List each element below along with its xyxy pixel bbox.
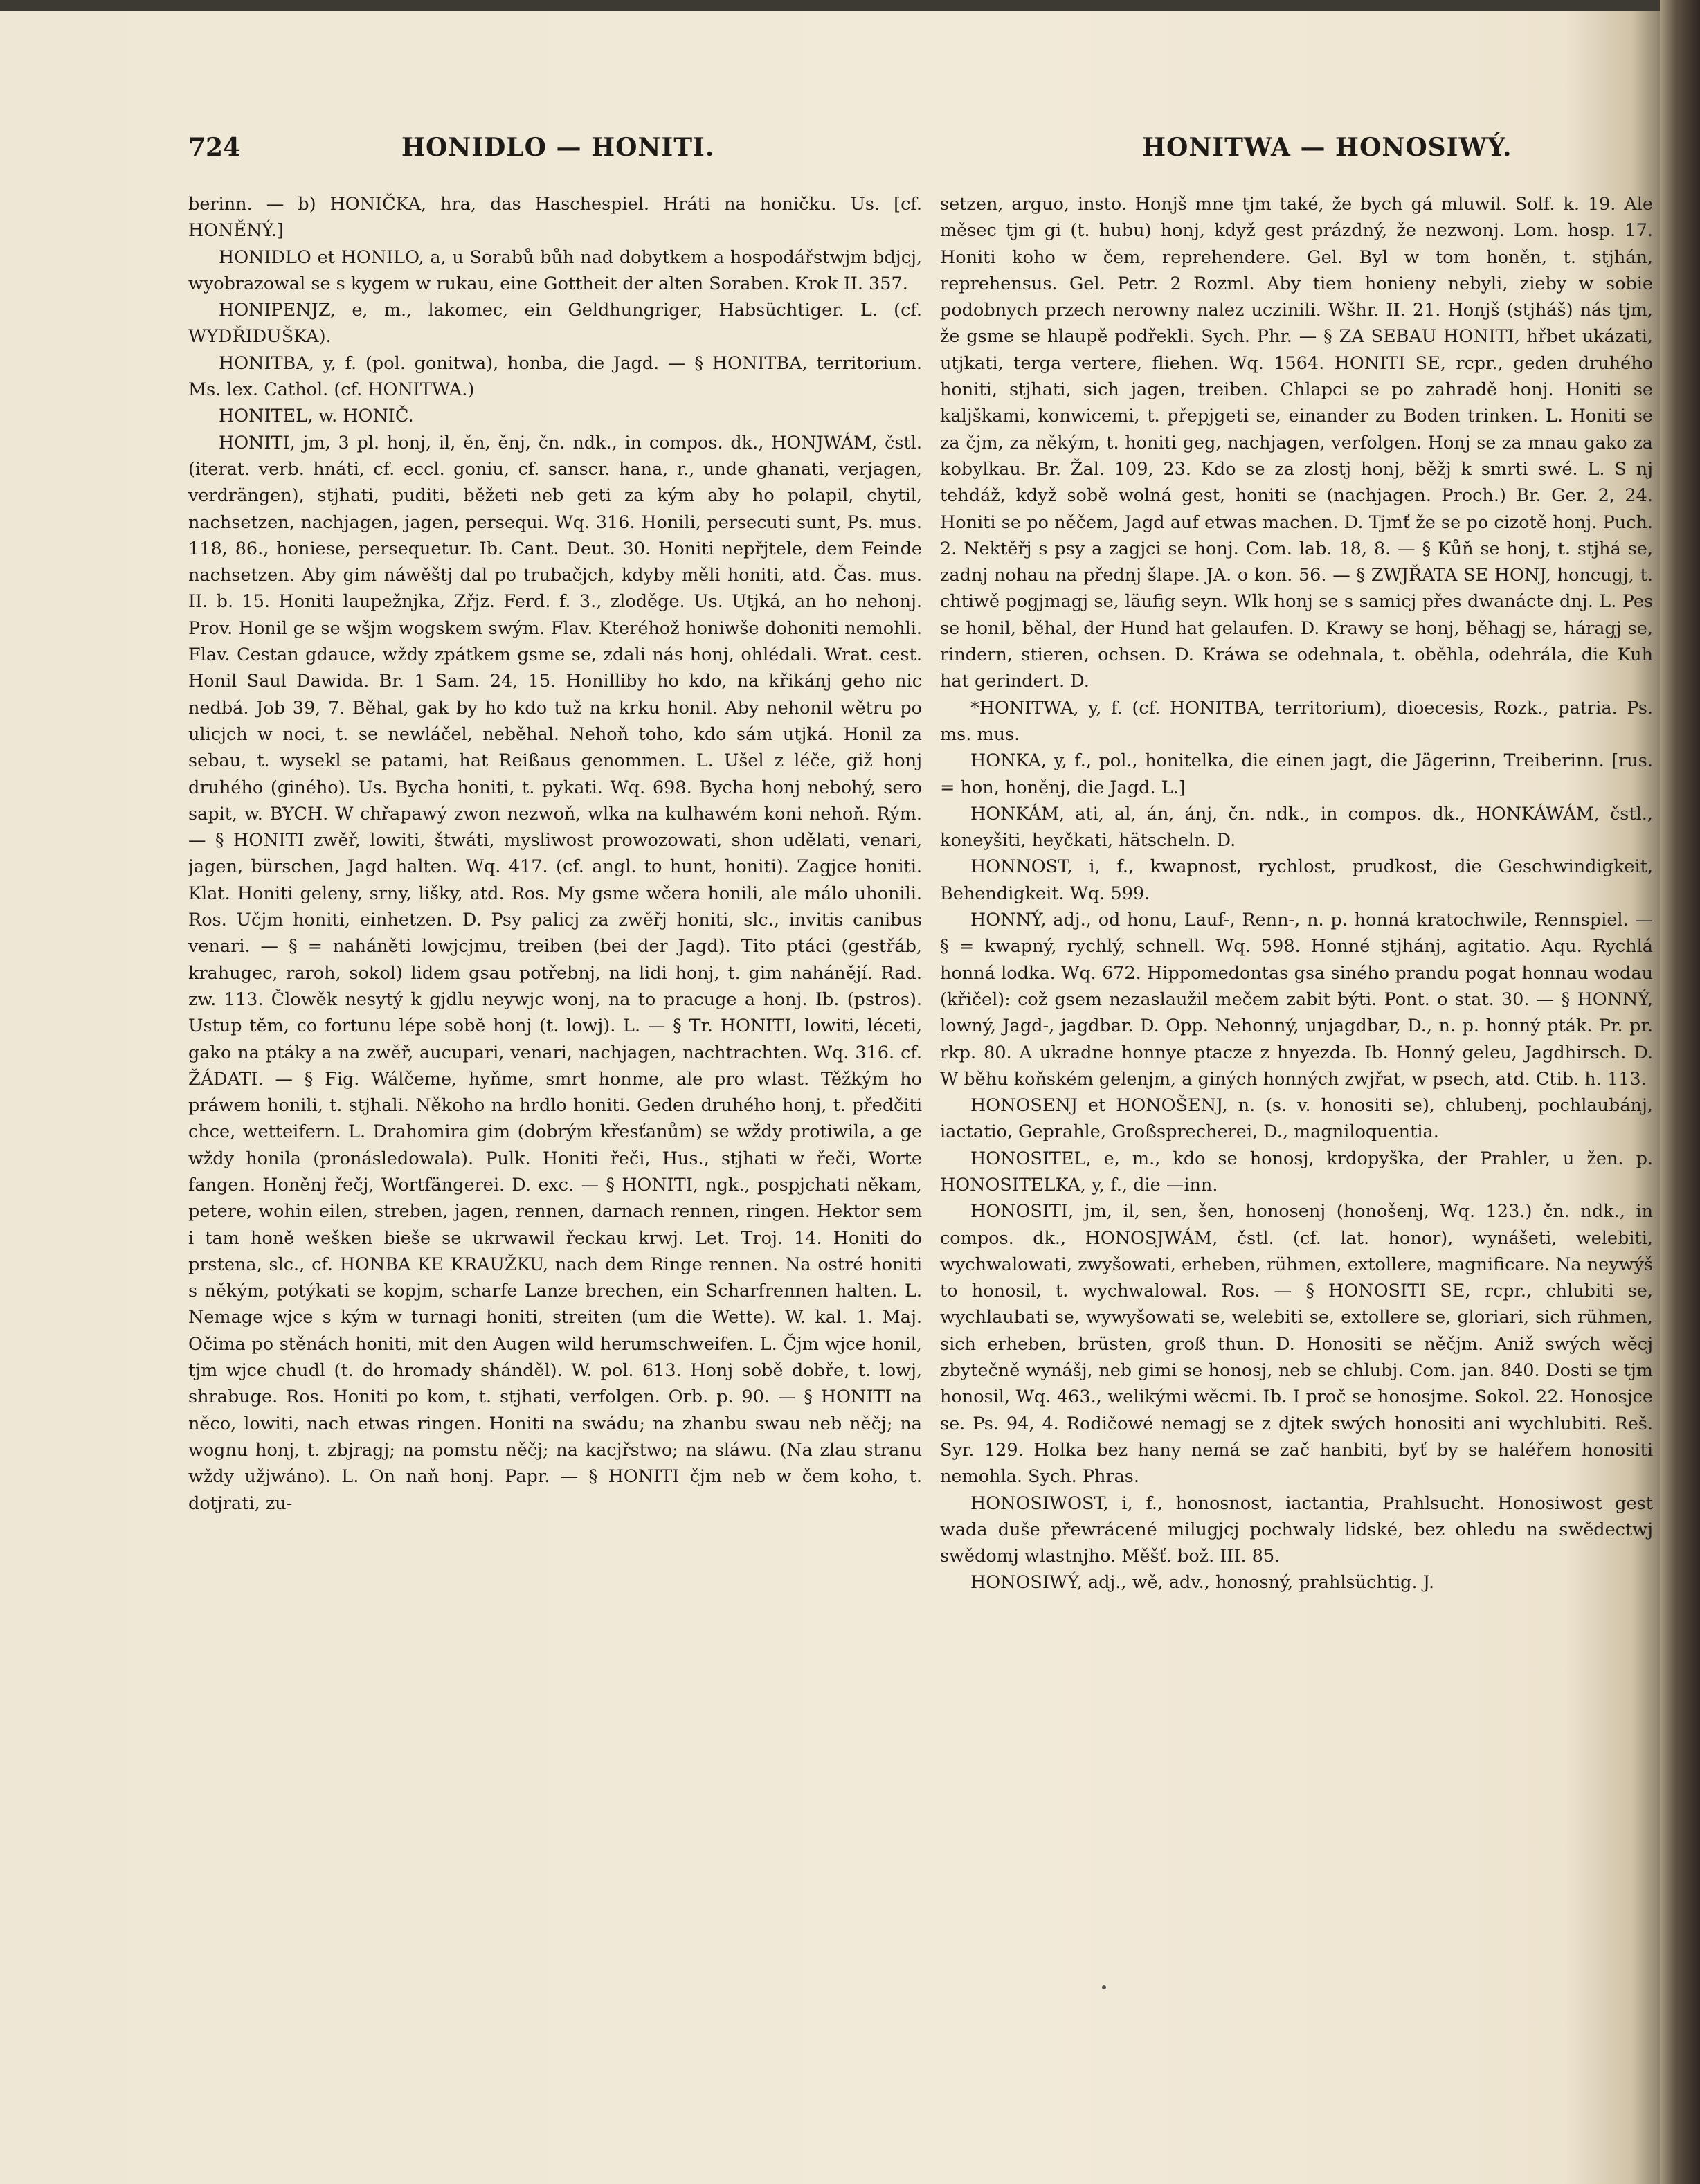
entry-honnost: HONNOST, i, f., kwapnost, rychlost, prudkost, die Geschwindigkeit, Behendigkeit. Wq. 599. [940,856,1653,904]
left-running-title: HONIDLO — HONITI. [401,133,715,162]
entry-honipenjz: HONIPENJZ, e, m., lakomec, ein Geldhungriger, Habsüchtiger. L. (cf. WYDŘIDUŠKA). [188,300,922,348]
ink-speck [1102,1985,1106,1989]
entry-honny: HONNÝ, adj., od honu, Lauf-, Renn-, n. p. honná kratochwile, Rennspiel. — § = kwapný, rychlý, schnell. Wq. 598. Honné stjhánj, agitatio. Aqu. Rychlá honná lodka. Wq. 672. Hippomedontas gsa siného prandu pogat honnau wodau (křičel): což gsem nezaslaužil mečem zabit býti. Pont. o stat. 30. — § HONNÝ, lowný, Jagd-, jagdbar. D. Opp. Nehonný, unjagdbar, D., n. p. honný pták. Pr. pr. rkp. 80. A ukradne honnye ptacze z hnyezda. Ib. Honný geleu, Jagdhirsch. D. W běhu koňském gelenjm, a giných honných zwjřat, w psech, atd. Ctib. h. 113. [940,910,1653,1090]
entry-honositi: HONOSITI, jm, il, sen, šen, honosenj (honošenj, Wq. 123.) čn. ndk., in compos. dk., HONOSJWÁM, čstl. (cf. lat. honor), wynášeti, welebiti, wychwalowati, zwyšowati, erheben, rühmen, extollere, magnificare. Na neywýš to honosil, t. wychwalowal. Ros. — § HONOSITI SE, rcpr., chlubiti se, wychlaubati se, wywyšowati se, welebiti se, extollere se, gloriari, sich rühmen, sich erheben, brüsten, groß thun. D. Honositi se něčjm. Aniž swých wěcj zbytečně wynášj, neb gimi se honosj, neb se chlubj. Com. jan. 840. Dosti se tjm honosil, Wq. 463., welikými wěcmi. Ib. I proč se honosjme. Sokol. 22. Honosjce se. Ps. 94, 4. Rodičowé nemagj se z djtek swých honositi ani wychlubiti. Reš. Syr. 129. Holka bez hany nemá se zač hanbiti, byť by se haléřem honositi nemohla. Sych. Phras. [940,1201,1653,1488]
entry-honitel: HONITEL, w. HONIČ. [219,406,414,427]
entry-honka: HONKA, y, f., pol., honitelka, die einen jagt, die Jägerinn, Treiberinn. [rus. = hon, honěnj, die Jagd. L.] [940,750,1653,798]
left-column [188,191,922,2025]
entry-honosenj: HONOSENJ et HONOŠENJ, n. (s. v. honositi se), chlubenj, pochlaubánj, iactatio, Geprahle, Großsprecherei, D., magniloquentia. [940,1095,1653,1143]
entry-honitba: HONITBA, y, f. (pol. gonitwa), honba, die Jagd. — § HONITBA, territorium. Ms. lex. Cathol. (cf. HONITWA.) [188,352,922,401]
entry-honiti: HONITI, jm, 3 pl. honj, il, ěn, ěnj, čn. ndk., in compos. dk., HONJWÁM, čstl. (iterat. verb. hnáti, cf. eccl. goniu, cf. sanscr. hana, r., unde ghanati, verjagen, verdrängen), stjhati, puditi, běžeti neb geti za kým aby ho polapil, chytil, nachsetzen, nachjagen, jagen, persequi. Wq. 316. Honili, persecuti sunt, Ps. mus. 118, 86., honiese, persequetur. Ib. Cant. Deut. 30. Honiti nepřjtele, dem Feinde nachsetzen. Aby gim náwěštj dal po trubačjch, kdyby měli honiti, atd. Čas. mus. II. b. 15. Honiti laupežnjka, Zřjz. Ferd. f. 3., zloděge. Us. Utjká, an ho nehonj. Prov. Honil ge se wšjm wogskem swým. Flav. Kteréhož honiwše dohoniti nemohli. Flav. Cestan gdauce, wždy zpátkem gsme se, zdali nás honj, ohlédali. Wrat. cest. Honil Saul Dawida. Br. 1 Sam. 24, 15. Honilliby ho kdo, na křikánj geho nic nedbá. Job 39, 7. Běhal, gak by ho kdo tuž na krku honil. Aby nehonil wětru po ulicjch w noci, t. se newláčel, neběhal. Nehoň toho, kdo sám utjká. Honil za sebau, t. wysekl se patami, hat Reißaus genommen. L. Ušel z léče, giž honj druhého (giného). Us. Bycha honiti, t. pykati. Wq. 698. Bycha honj nebohý, sero sapit, w. BYCH. W chřapawý zwon nezwoň, wlka na kulhawém koni nehoň. Rým. — § HONITI zwěř, lowiti, štwáti, mysliwost prowozowati, shon udělati, venari, jagen, bürschen, Jagd halten. Wq. 417. (cf. angl. to hunt, honiti). Zagjce honiti. Klat. Honiti geleny, srny, lišky, atd. Ros. My gsme wčera honili, ale málo uhonili. Ros. Učjm honiti, einhetzen. D. Psy palicj za zwěřj honiti, slc., invitis canibus venari. — § = naháněti lowjcjmu, treiben (bei der Jagd). Tito ptáci (gestřáb, krahugec, raroh, sokol) lidem gsau potřebnj, na lidi honj, t. gim nahánějí. Rad. zw. 113. Člowěk nesytý k gjdlu neywjc wonj, na to pracuge a honj. Ib. (pstros). Ustup těm, co fortunu lépe sobě honj (t. lowj). L. — § Tr. HONITI, lowiti, léceti, gako na ptáky a na zwěř, aucupari, venari, nachjagen, nachtrachten. Wq. 316. cf. ŽÁDATI. — § Fig. Wálčeme, hyňme, smrt honme, ale pro wlast. Těžkým ho práwem honili, t. stjhali. Někoho na hrdlo honiti. Geden druhého honj, t. předčiti chce, wetteifern. L. Drahomira gim (dobrým křesťanům) se wždy protiwila, a ge wždy honila (pronásledowala). Pulk. Honiti řeči, Hus., stjhati w řeči, Worte fangen. Honěnj řečj, Wortfängerei. D. exc. — § HONITI, ngk., pospjchati někam, petere, wohin eilen, streben, jagen, rennen, darnach rennen, ringen. Hektor sem i tam honě wešken bieše se ukrwawil řeckau krwj. Let. Troj. 14. Honiti do prstena, slc., cf. HONBA KE KRAUŽKU, nach dem Ringe rennen. Na ostré honiti s někým, potýkati se kopjm, scharfe Lanze brechen, ein Scharfrennen halten. L. Nemage wjce s kým w turnagi honiti, streiten (um die Wette). W. kal. 1. Maj. Očima po stěnách honiti, mit den Augen wild herumschweifen. L. Čjm wjce honil, tjm wjce chudl (t. do hromady shánděl). W. pol. 613. Honj sobě dobře, t. lowj, shrabuge. Ros. Honiti po kom, t. stjhati, verfolgen. Orb. p. 90. — § HONITI na něco, lowiti, nach etwas ringen. Honiti na swádu; na zhanbu swau neb něčj; na wognu honj, t. zbjragj; na pomstu něčj; na kacjřstwo; na sláwu. (Na zlau stranu wždy užjwáno). L. On naň honj. Papr. — § HONITI čjm neb w čem koho, t. dotjrati, zu- [188,432,922,1514]
page-number: 724 [188,133,241,162]
right-running-title: HONITWA — HONOSIWÝ. [1142,133,1512,162]
entry-honiti-continuation: setzen, arguo, insto. Honjš mne tjm také, že bych gá mluwil. Solf. k. 19. Ale měsec tjm gi (t. hubu) honj, když gest prázdný, že nezwonj. Lom. hosp. 17. Honiti koho w čem, reprehendere. Gel. Byl w tom honěn, t. stjhán, reprehensus. Gel. Petr. 2 Rozml. Aby tiem honieny nebyli, zieby w sobie podobnych przech nerowny nalez uczinili. Wšhr. II. 21. Honjš (stjháš) nás tjm, že gsme se hlaupě podřekli. Sych. Phr. — § ZA SEBAU HONITI, hřbet ukázati, utjkati, terga vertere, fliehen. Wq. 1564. HONITI SE, rcpr., geden druhého honiti, stjhati, sich jagen, treiben. Chlapci se po zahradě honj. Honiti se kaljškami, konwicemi, t. přepjgeti se, einander zu Boden trinken. L. Honiti se za čjm, za někým, t. honiti geg, nachjagen, verfolgen. Honj se za mnau gako za kobylkau. Br. Žal. 109, 23. Kdo se za zlostj honj, běžj k smrti swé. L. S nj tehdáž, když sobě wolná gest, honiti se (nachjagen. Proch.) Br. Ger. 2, 24. Honiti se po něčem, Jagd auf etwas machen. D. Tjmť že se po cizotě honj. Puch. 2. Nektěřj s psy a zagjci se honj. Com. lab. 18, 8. — § Kůň se honj, t. stjhá se, zadnj nohau na přednj šlape. JA. o kon. 56. — § ZWJŘATA SE HONJ, honcugj, t. chtiwě pogjmagj se, läufig seyn. Wlk honj se s samicj přes dwanácte dnj. L. Pes se honil, běhal, der Hund hat gelaufen. D. Krawy se honj, běhagj se, háragj se, rindern, stieren, ochsen. D. Kráwa se odehnala, t. oběhla, odehrála, die Kuh hat gerindert. D. [940,194,1653,692]
page-header [0,133,1700,174]
entry-honicka-continuation: berinn. — b) HONIČKA, hra, das Haschespiel. Hráti na honičku. Us. [cf. HONĚNÝ.] [188,194,922,242]
scan-top-edge [0,0,1700,11]
entry-honosiwy: HONOSIWÝ, adj., wě, adv., honosný, prahlsüchtig. J. [970,1572,1435,1594]
entry-honkam: HONKÁM, ati, al, án, ánj, čn. ndk., in compos. dk., HONKÁWÁM, čstl., koneyšiti, heyčkati, hätscheln. D. [940,803,1653,851]
entry-honositel: HONOSITEL, e, m., kdo se honosj, krdopyška, der Prahler, u žen. p. HONOSITELKA, y, f., die —inn. [940,1148,1653,1195]
entry-honitwa: *HONITWA, y, f. (cf. HONITBA, territorium), dioecesis, Rozk., patria. Ps. ms. mus. [940,697,1653,745]
entry-honidlo: HONIDLO et HONILO, a, u Sorabů bůh nad dobytkem a hospodářstwjm bdjcj, wyobrazowal se s kygem w rukau, eine Gottheit der alten Soraben. Krok II. 357. [188,246,922,294]
right-column [940,191,1653,2025]
book-gutter [1660,0,1700,2184]
entry-honosiwost: HONOSIWOST, i, f., honosnost, iactantia, Prahlsucht. Honosiwost gest wada duše přewrácené milugjcj pochwaly lidské, bez ohledu na swědectwj swědomj wlastnjho. Měšť. bož. III. 85. [940,1492,1653,1567]
